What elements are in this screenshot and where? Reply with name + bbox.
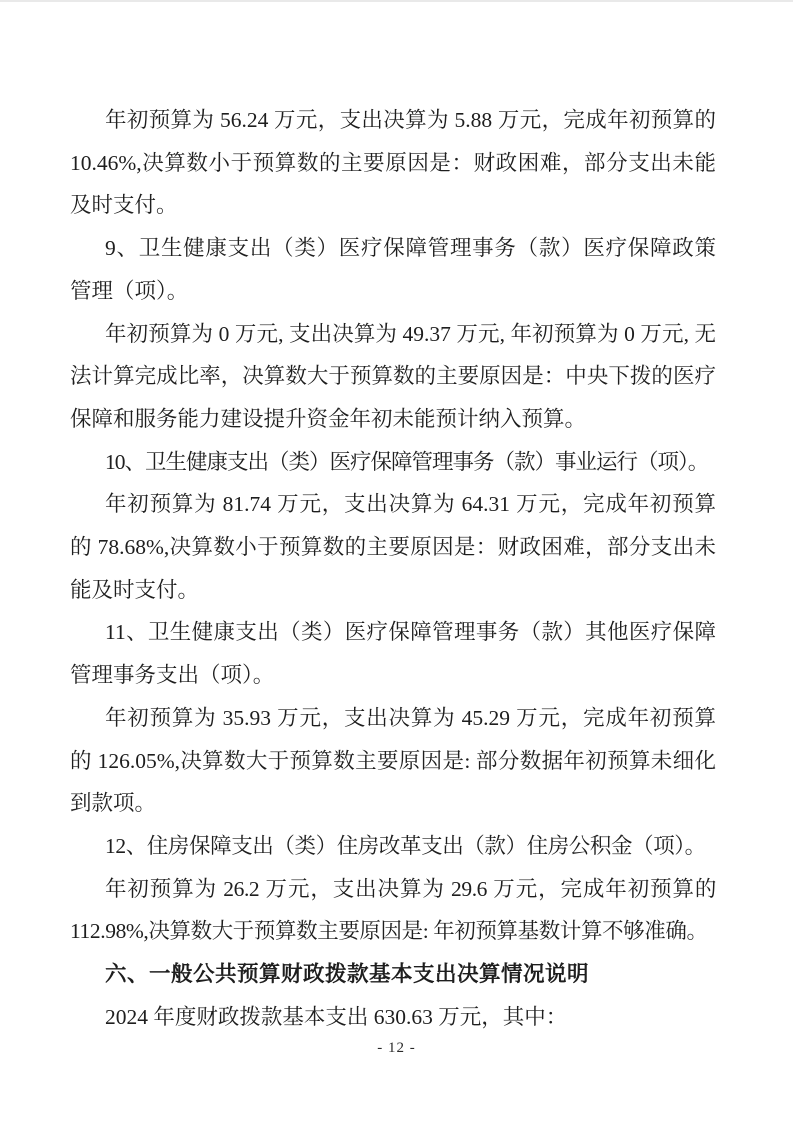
section-heading-six: 六、一般公共预算财政拨款基本支出决算情况说明 <box>105 962 590 987</box>
paragraph-item-10-title: 10、卫生健康支出（类）医疗保障管理事务（款）事业运行（项）。 <box>105 449 709 474</box>
paragraph-item-12-detail: 年初预算为 26.2 万元，支出决算为 29.6 万元，完成年初预算的 112.98%,决算数大于预算数主要原因是: 年初预算基数计算不够准确。 <box>70 876 716 944</box>
page-number: - 12 - <box>377 1040 416 1056</box>
paragraph-item-9-detail: 年初预算为 0 万元, 支出决算为 49.37 万元, 年初预算为 0 万元, 无法计算完成比率，决算数大于预算数的主要原因是：中央下拨的医疗保障和服务能力建设提升资金年初未能预计纳入预算。 <box>70 321 716 431</box>
paragraph-item-11-detail: 年初预算为 35.93 万元，支出决算为 45.29 万元，完成年初预算的 126.05%,决算数大于预算数主要原因是: 部分数据年初预算未细化到款项。 <box>70 705 716 816</box>
paragraph-item-9-title: 9、卫生健康支出（类）医疗保障管理事务（款）医疗保障政策管理（项）。 <box>70 236 716 303</box>
paragraph-item-11-title: 11、卫生健康支出（类）医疗保障管理事务（款）其他医疗保障管理事务支出（项）。 <box>70 620 716 688</box>
paragraph-item-8-detail: 年初预算为 56.24 万元，支出决算为 5.88 万元，完成年初预算的 10.46%,决算数小于预算数的主要原因是：财政困难，部分支出未能及时支付。 <box>70 108 716 218</box>
document-body <box>70 99 716 1038</box>
paragraph-item-12-title: 12、住房保障支出（类）住房改革支出（款）住房公积金（项）。 <box>105 833 706 858</box>
paragraph-item-10-detail: 年初预算为 81.74 万元，支出决算为 64.31 万元，完成年初预算的 78.68%,决算数小于预算数的主要原因是：财政困难，部分支出未能及时支付。 <box>70 492 716 602</box>
paragraph-basic-expense-total: 2024 年度财政拨款基本支出 630.63 万元，其中： <box>105 1004 568 1029</box>
